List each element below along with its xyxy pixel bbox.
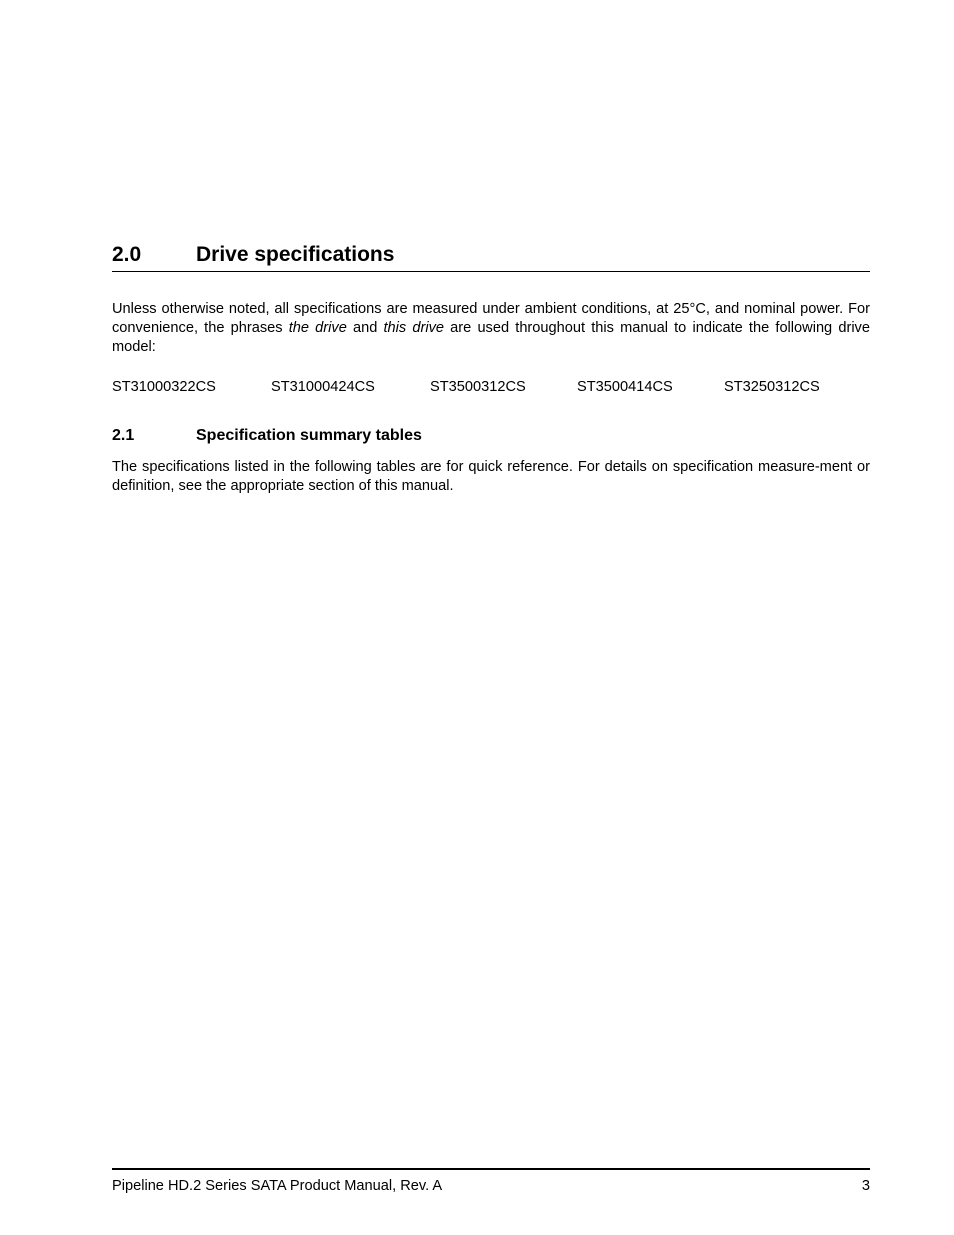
model-number: ST31000322CS [112,379,216,395]
model-number: ST31000424CS [271,379,375,395]
model-list [112,378,870,398]
subsection-title: Specification summary tables [196,427,422,444]
intro-emphasis-this-drive: this drive [383,320,445,336]
footer-title: Pipeline HD.2 Series SATA Product Manual, Rev. A [112,1178,443,1194]
intro-text-1: Unless otherwise noted, all specifications are measured under ambient conditions, at 25°C, and nominal power. For convenience, the phrases [112,301,870,336]
section-title: Drive specifications [196,243,395,266]
model-number: ST3500312CS [430,379,526,395]
subsection-heading [112,425,870,447]
subsection-number: 2.1 [112,427,135,444]
section-heading [112,241,870,272]
page-number: 3 [861,1178,870,1194]
intro-text-2: and [346,320,384,336]
page-footer [112,1168,870,1198]
model-number: ST3500414CS [577,379,673,395]
intro-paragraph [112,300,870,357]
intro-text-3: are used throughout this manual to indicate the following drive model: [112,320,870,355]
intro-emphasis-the-drive: the drive [288,320,347,336]
section-number: 2.0 [112,243,142,266]
model-number: ST3250312CS [724,379,820,395]
summary-paragraph: The specifications listed in the following tables are for quick reference. For details on specification measure-ment or definition, see the appropriate section of this manual. [112,459,870,494]
